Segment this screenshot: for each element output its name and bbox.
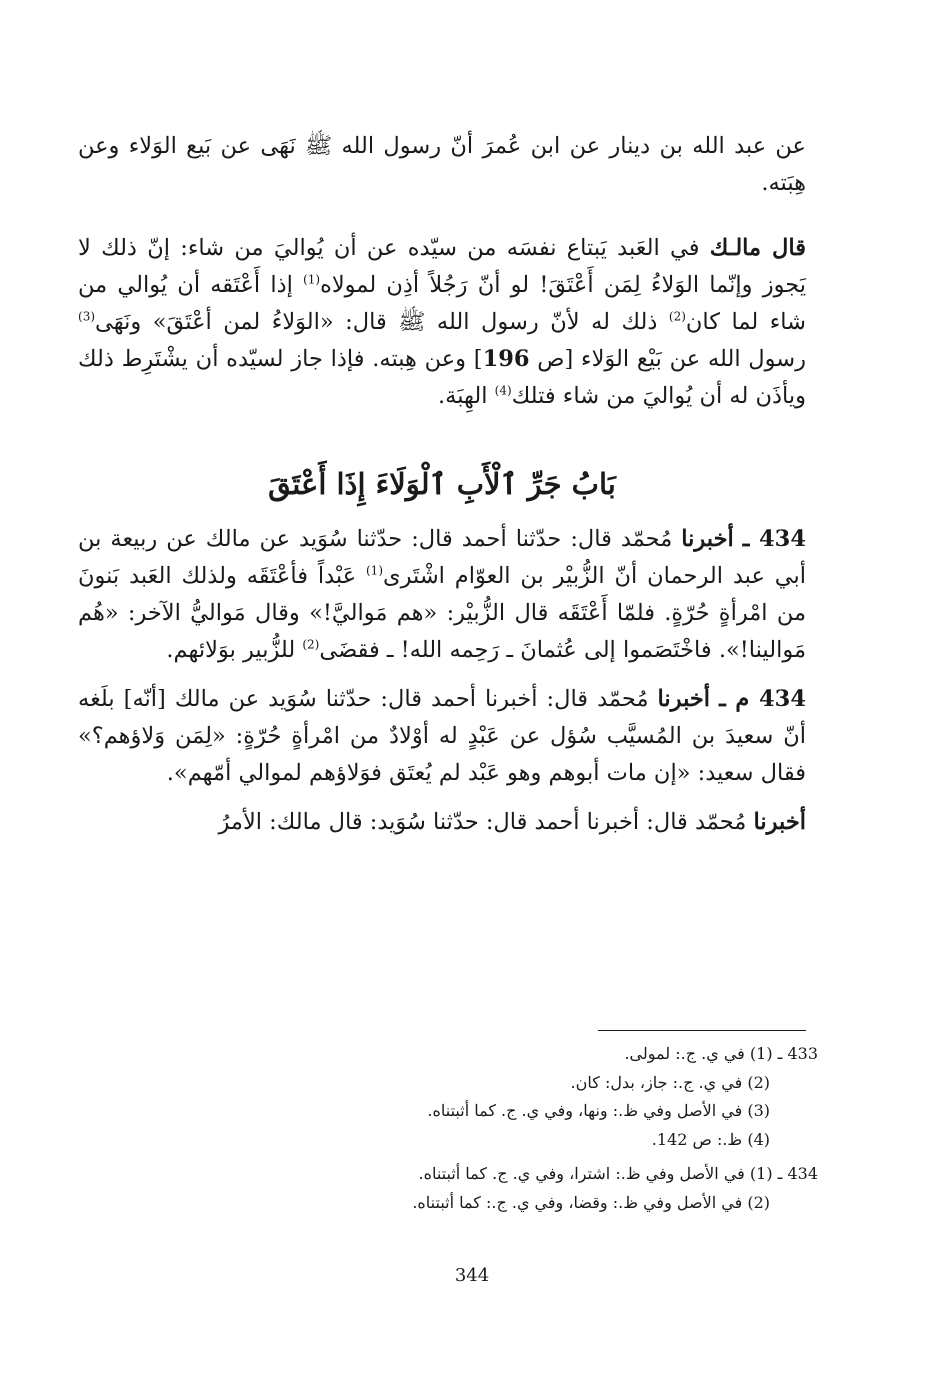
footnote-text: ظ.: ص 142.: [651, 1129, 748, 1149]
chapter-title: بَابُ جَرِّ ٱلْأَبِ ٱلْوَلَاءَ إِذَا أَعْتَقَ: [268, 467, 616, 501]
paragraph-text: في العَبد يَبتاع نفسَه من سيّده عن أن يُواليَ من شاء: إنّ ذلك لا يَجوز وإنّما الوَلاءُ لِمَن أَعْتَقَ! لو أنّ رَجُلاً أذِن لمولاه: [78, 235, 806, 298]
paragraph-text: الهِبَة.: [438, 383, 495, 409]
page-number: 344: [454, 1265, 490, 1286]
paragraph-text: للزُّبير بوَلائهم.: [166, 637, 303, 663]
footnote-label: (4): [747, 1129, 770, 1149]
footnote-label: (2): [747, 1072, 770, 1092]
paragraph-text: ذلك له لأنّ رسول الله ﷺ قال: «الوَلاءُ لمن أعْتَقَ» ونَهَى: [95, 309, 669, 335]
footnote-marker: (2): [668, 309, 686, 324]
footnote-marker: (3): [78, 309, 96, 324]
footnote-label: (3): [747, 1101, 770, 1120]
footnote-divider: [598, 1030, 806, 1031]
paragraph-hadith-next: [78, 804, 806, 841]
paragraph-malik-commentary: [78, 230, 806, 415]
footnote-text: في الأصل وفي ظ.: ونها، وفي ي. ج. كما أثبتناه.: [427, 1101, 748, 1120]
footnote-item: [150, 1040, 818, 1069]
paragraph-hadith-434m: [78, 681, 806, 792]
footnote-label: (2): [747, 1192, 770, 1212]
footnote-item: [150, 1189, 818, 1218]
footnote-marker: (1): [303, 272, 321, 287]
footnote-label: 434 ـ (1): [749, 1164, 818, 1183]
paragraph-hadith-433-end: [78, 128, 806, 202]
hadith-number: 434 م ـ: [719, 686, 806, 712]
footnote-marker: (1): [365, 563, 383, 578]
paragraph-text: مُحمّد قال: أخبرنا أحمد قال: حدّثنا سُوَيد عن مالك [أنّه] بلَغه أنّ سعيدَ بن المُسيَّب سُؤل عن عَبْدٍ له أوْلادٌ من امْرأةٍ حُرّةٍ: «لِمَن وَلاؤهم؟» فقال سعيد: «إن مات أبوهم وهو عَبْد لم يُعتَق فوَلاؤهم لموالي أمّهم».: [78, 686, 806, 786]
paragraph-lead: أخبرنا: [753, 809, 806, 835]
footnote-text: في ي. ج.: لمولى.: [624, 1044, 750, 1063]
paragraph-text: رسول الله عن بَيْع الوَلاء [ص: [529, 346, 806, 372]
page-reference: 196: [482, 346, 530, 372]
footnote-marker: (4): [494, 383, 512, 398]
paragraph-text: عن عبد الله بن دينار عن ابن عُمرَ أنّ رسول الله ﷺ نَهَى عن بَيع الوَلاء وعن هِبَته.: [78, 133, 806, 196]
paragraph-lead: قال مالـك: [709, 235, 806, 261]
footnote-item: [150, 1069, 818, 1098]
paragraph-text: مُحمّد قال: حدّثنا أحمد قال: حدّثنا سُوَيد عن مالك عن ربيعة بن أبي عبد الرحمان أنّ الزُّبيْر بن العوّام اشْتَرى: [78, 526, 806, 589]
footnote-item: [150, 1126, 818, 1155]
paragraph-text: إذا أَعْتَقه أن يُوالي من شاء لما كان: [78, 272, 806, 335]
hadith-number: 434 ـ: [742, 526, 806, 552]
footnote-text: في الأصل وفي ظ.: اشترا، وفي ي. ج. كما أثبتناه.: [418, 1164, 750, 1183]
footnote-item: [150, 1160, 818, 1189]
footnote-item: [150, 1097, 818, 1126]
footnote-label: 433 ـ (1): [749, 1044, 818, 1063]
paragraph-text: عَبْداً فأعْتَقَه ولذلك العَبد بَنونَ من امْرأةٍ حُرّةٍ. فلمّا أَعْتَقَه قال الزُّبيْر: «هم مَواليَّ!» وقال مَواليُّ الآخر: «هُم مَوالينا!». فاخْتَصَموا إلى عُثمانَ ـ رَحِمه الله! ـ فقضَى: [78, 563, 806, 663]
footnote-text: في الأصل وفي ظ.: وقضا، وفي ي. ج.: كما أثبتناه.: [412, 1192, 748, 1212]
paragraph-lead: أخبرنا: [681, 526, 734, 552]
paragraph-hadith-434: [78, 521, 806, 669]
footnotes: [150, 1040, 818, 1217]
footnote-marker: (2): [302, 637, 320, 652]
page-body: [78, 128, 806, 841]
paragraph-text: ] وعن هِبته. فإذا جاز لسيّده أن يشْتَرِط ذلك ويأذَن له أن يُواليَ من شاء فتلك: [78, 346, 806, 409]
footnote-text: في ي. ج.: جاز، بدل: كان.: [570, 1072, 748, 1092]
paragraph-text: مُحمّد قال: أخبرنا أحمد قال: حدّثنا سُوَيد: قال مالك: الأمرُ: [218, 809, 754, 835]
paragraph-lead: أخبرنا: [657, 686, 711, 712]
